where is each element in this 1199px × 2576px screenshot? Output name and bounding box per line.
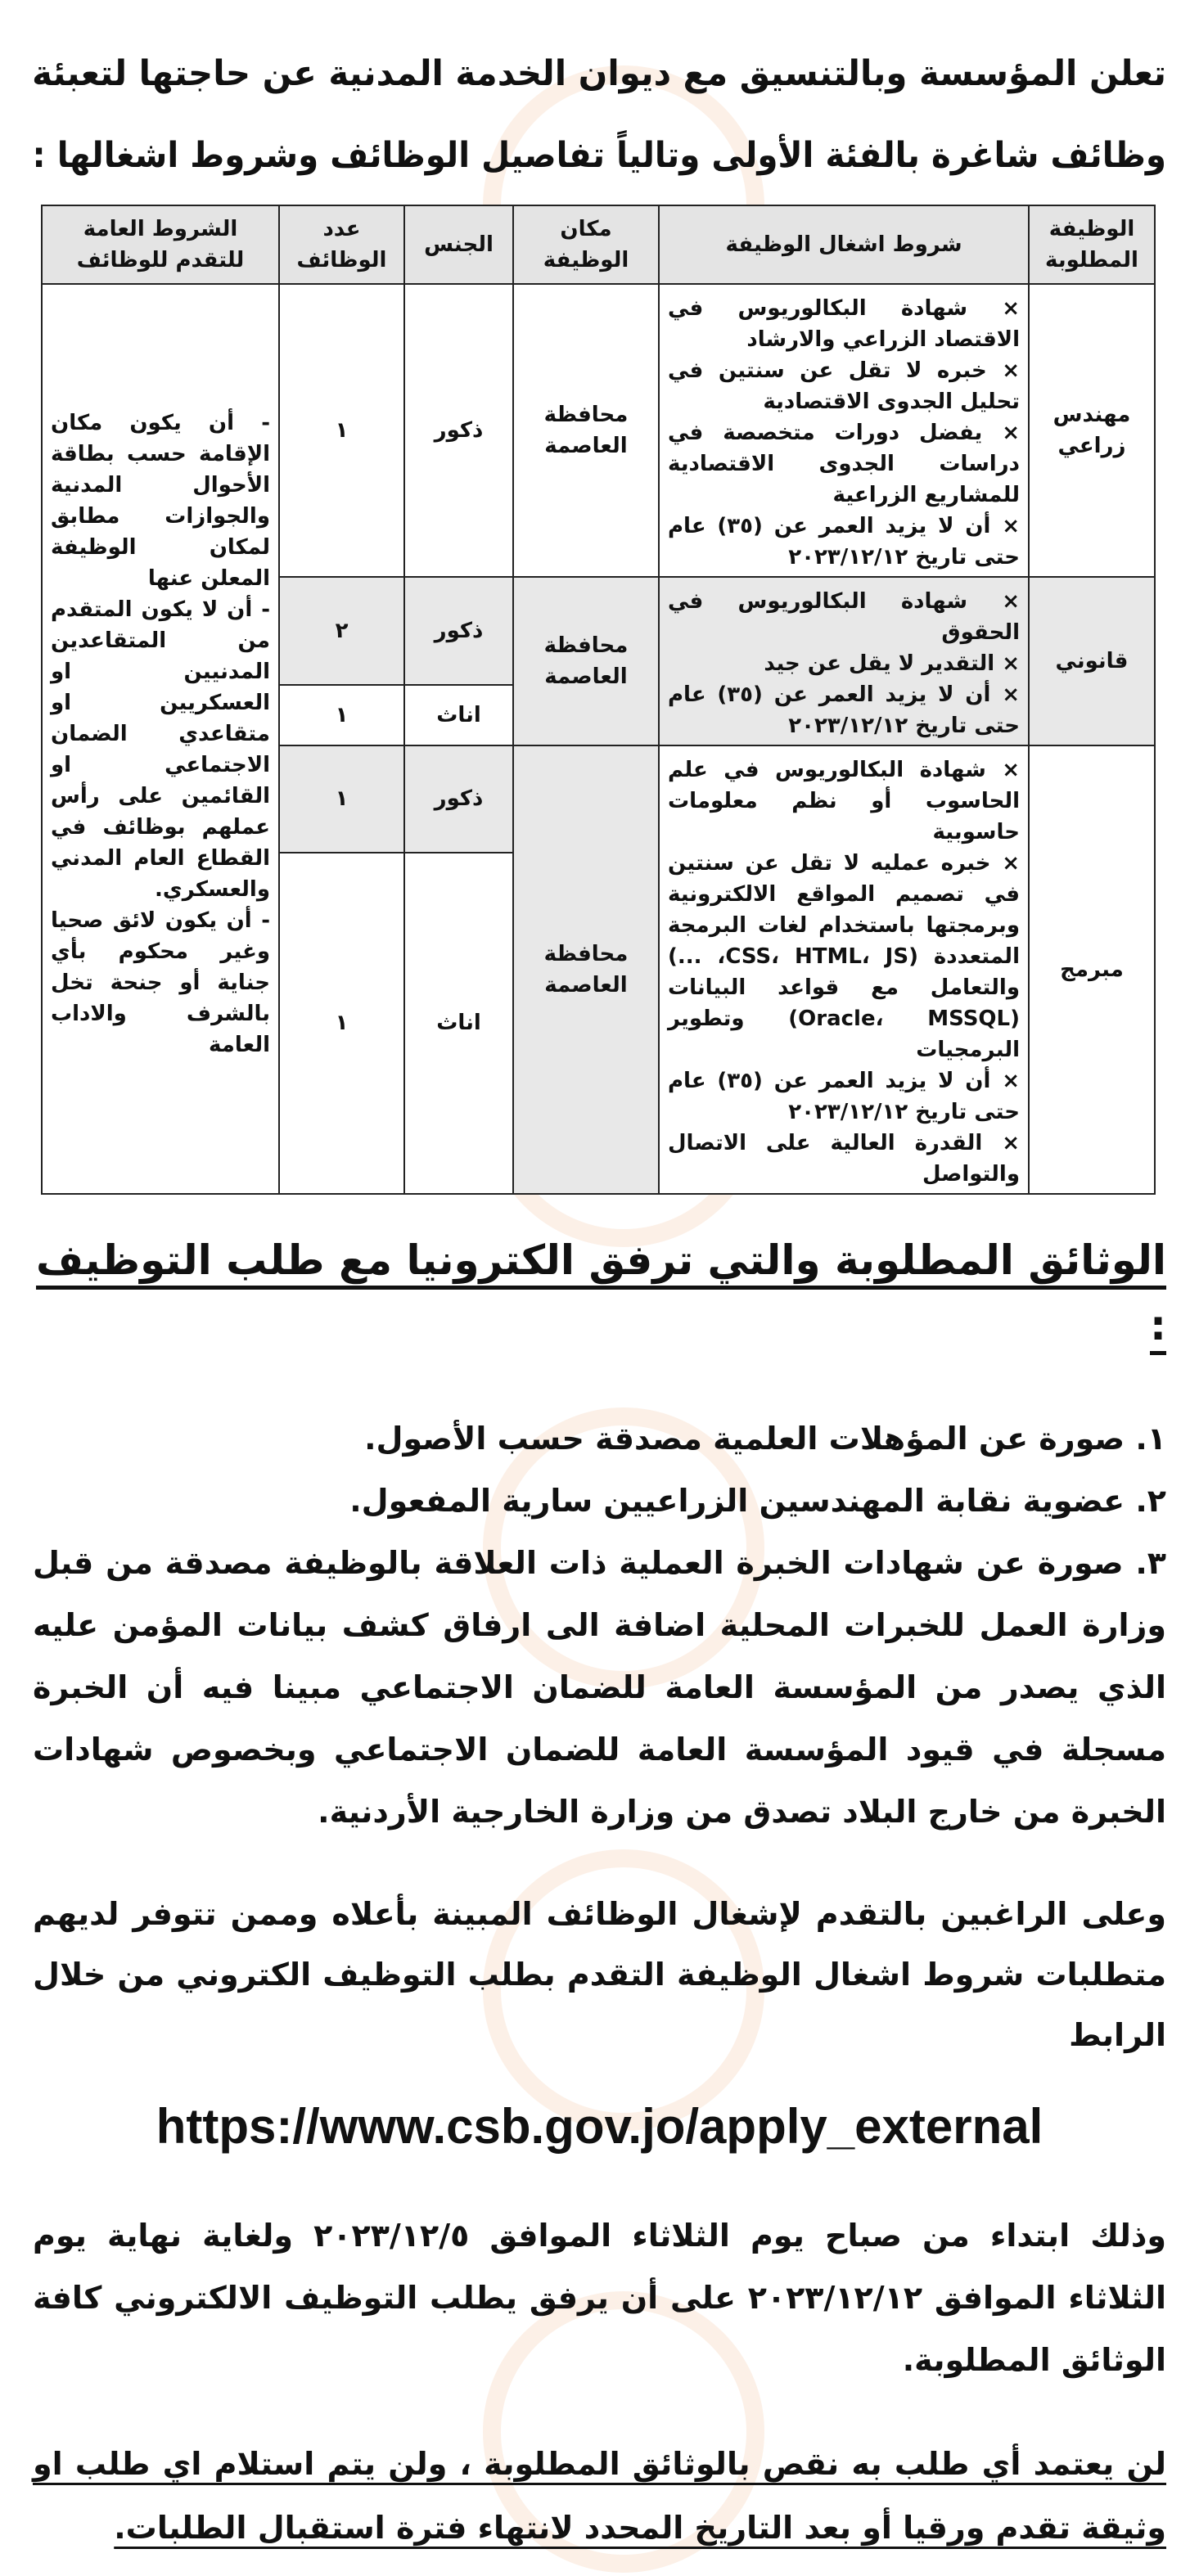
job-place: محافظة العاصمة [513,745,659,1194]
job-count: ١ [279,745,404,853]
job-conditions [659,577,1029,745]
intro-heading [33,33,1166,196]
header-general: الشروط العامة للتقدم للوظائف [42,205,279,284]
condition-item: × أن لا يزيد العمر عن (٣٥) عام حتى تاريخ ٢٠٢٣/١٢/١٢ [668,1069,1020,1124]
job-count: ١ [279,685,404,745]
application-dates: وذلك ابتداء من صباح يوم الثلاثاء الموافق ٢٠٢٣/١٢/٥ ولغاية نهاية يوم الثلاثاء الموافق ٢٠٢٣/١٢/١٢ على أن يرفق يطلب التوظيف الالكتروني كافة الوثائق المطلوبة. [33,2218,1166,2378]
job-gender: ذكور [404,745,513,853]
condition-item: × شهادة البكالوريوس في علم الحاسوب أو نظم معلومات حاسوبية [668,758,1020,844]
job-conditions [659,745,1029,1194]
job-place: محافظة العاصمة [513,284,659,577]
job-gender: اناث [404,685,513,745]
header-place: مكان الوظيفة [513,205,659,284]
general-condition-item: - أن يكون لائق صحيا وغير محكوم بأي جناية أو جنحة تخل بالشرف والاداب العامة [51,908,270,1057]
general-condition-item: - أن يكون مكان الإقامة حسب بطاقة الأحوال المدنية والجوازات مطابق لمكان الوظيفة المعلن عنها [51,411,270,591]
apply-instructions: وعلى الراغبين بالتقدم لإشغال الوظائف المبينة بأعلاه وممن تتوفر لديهم متطلبات شروط اشغال الوظيفة التقدم بطلب التوظيف الكتروني من خلال الرابط [33,1896,1166,2053]
header-job: الوظيفة المطلوبة [1029,205,1155,284]
document-item: ٣. صورة عن شهادات الخبرة العملية ذات العلاقة بالوظيفة مصدقة من قبل وزارة العمل للخبرات المحلية اضافة الى ارفاق كشف بيانات المؤمن عليه الذي يصدر من المؤسسة العامة للضمان الاجتماعي مبينا فيه أن الخبرة مسجلة في قيود المؤسسة العامة للضمان الاجتماعي وبخصوص شهادات الخبرة من خارج البلاد تصدق من وزارة الخارجية الأردنية. [33,1545,1166,1830]
intro-line-1: تعلن المؤسسة وبالتنسيق مع ديوان الخدمة المدنية عن حاجتها لتعبئة [32,53,1167,94]
job-title: قانوني [1029,577,1155,745]
jobs-table [41,205,1156,1195]
job-title: مبرمج [1029,745,1155,1194]
condition-item: × التقدير لا يقل عن جيد [764,651,1020,676]
job-place: محافظة العاصمة [513,577,659,745]
condition-item: × خبره لا تقل عن سنتين في تحليل الجدوى الاقتصادية [668,358,1020,414]
general-conditions [42,284,279,1194]
documents-heading: الوثائق المطلوبة والتي ترفق الكترونيا مع طلب التوظيف : [36,1236,1166,1349]
condition-item: × يفضل دورات متخصصة في دراسات الجدوى الاقتصادية للمشاريع الزراعية [668,421,1020,507]
job-gender: اناث [404,853,513,1194]
intro-line-2: وظائف شاغرة بالفئة الأولى وتالياً تفاصيل الوظائف وشروط اشغالها : [32,135,1167,176]
document-item: ١. صورة عن المؤهلات العلمية مصدقة حسب الأصول. [364,1421,1166,1457]
condition-item: × شهادة البكالوريوس في الاقتصاد الزراعي والارشاد [668,296,1020,352]
condition-item: × خبره عمليه لا تقل عن سنتين في تصميم المواقع الالكترونية وبرمجتها باستخدام لغات البرمجة المتعددة (CSS، HTML، JS، ...) والتعامل مع قواعد البيانات (Oracle، MSSQL) وتطوير البرمجيات [668,851,1020,1062]
condition-item: × أن لا يزيد العمر عن (٣٥) عام حتى تاريخ ٢٠٢٣/١٢/١٢ [668,682,1020,738]
job-count: ١ [279,853,404,1194]
header-conditions: شروط اشغال الوظيفة [659,205,1029,284]
header-gender: الجنس [404,205,513,284]
job-conditions [659,284,1029,577]
notice: لن يعتمد أي طلب به نقص بالوثائق المطلوبة ، ولن يتم استلام اي طلب او وثيقة تقدم ورقيا أو بعد التاريخ المحدد لانتهاء فترة استقبال الطلبات. [33,2446,1166,2546]
job-count: ٢ [279,577,404,685]
documents-list [33,1407,1166,1843]
job-gender: ذكور [404,284,513,577]
document-item: ٢. عضوية نقابة المهندسين الزراعيين سارية المفعول. [349,1483,1166,1519]
general-condition-item: - أن لا يكون المتقدم من المتقاعدين المدنيين او العسكريين او متقاعدي الضمان الاجتماعي او القائمين على رأس عملهم بوظائف في القطاع العام المدني والعسكري. [51,597,270,902]
condition-item: × شهادة البكالوريوس في الحقوق [668,589,1020,645]
job-count: ١ [279,284,404,577]
condition-item: × القدرة العالية على الاتصال والتواصل [668,1131,1020,1187]
table-header-row [42,205,1155,284]
table-row [42,284,1155,577]
job-gender: ذكور [404,577,513,685]
condition-item: × أن لا يزيد العمر عن (٣٥) عام حتى تاريخ ٢٠٢٣/١٢/١٢ [668,514,1020,570]
apply-link[interactable]: https://www.csb.gov.jo/apply_external [156,2099,1043,2154]
header-count: عدد الوظائف [279,205,404,284]
job-title: مهندس زراعي [1029,284,1155,577]
